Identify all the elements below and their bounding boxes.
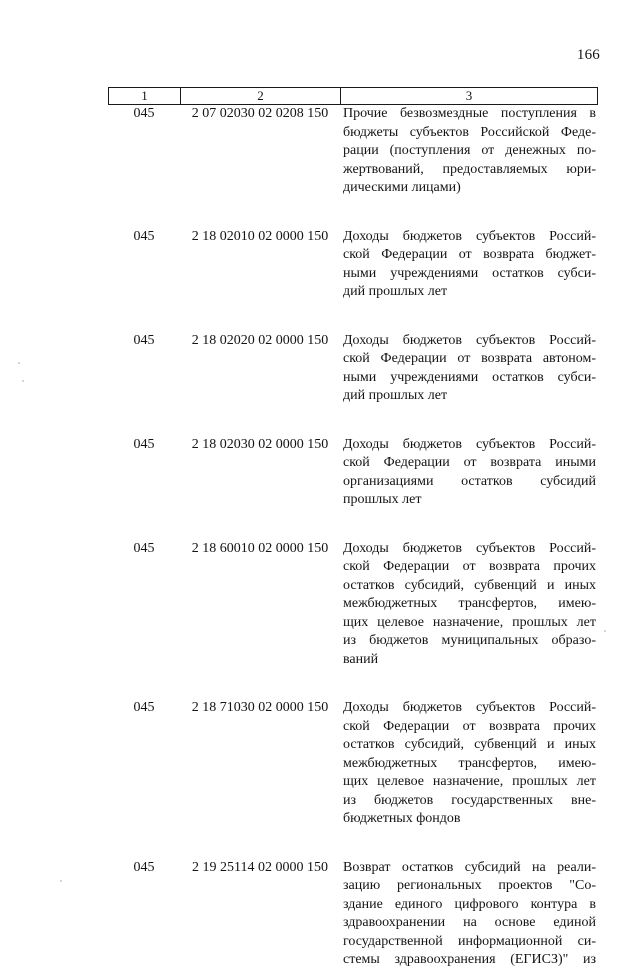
page-number: 166 [576,47,600,63]
admin-code-cell: 045 [133,228,155,244]
table-row [108,105,598,198]
table-row [108,436,598,510]
table-body [108,105,598,970]
description-line: дическими лицами) [343,180,461,195]
budget-code-cell: 2 18 02010 02 0000 150 [191,228,329,244]
description-line: Доходы бюджетов субъектов Россий- [343,332,596,348]
description-line: остатков субсидий, субвенций и иных [343,737,596,752]
description-line: дий прошлых лет [343,388,448,403]
row-gap [108,669,598,699]
description-line: рации (поступления от денежных по- [343,143,596,158]
description-line: ской Федерации от возврата автоном- [343,351,596,366]
description-line: Доходы бюджетов субъектов Россий- [343,700,596,715]
admin-code-cell: 045 [133,859,155,875]
description-line: прошлых лет [343,492,422,507]
description-line: стемы здравоохранения (ЕГИСЗ)" из [343,952,596,967]
description-line: остатков субсидий, субвенций и иных [343,577,596,593]
admin-code-cell: 045 [133,540,155,556]
description-line: из бюджетов муниципальных образо- [343,633,596,648]
row-gap [108,406,598,436]
budget-code-cell: 2 19 25114 02 0000 150 [192,859,328,875]
description-cell [340,540,596,670]
description-line: ской Федерации от возврата прочих [343,559,596,574]
admin-code-cell: 045 [133,700,155,715]
budget-code-cell: 2 18 71030 02 0000 150 [191,700,329,715]
description-line: бюджеты субъектов Российской Феде- [343,124,596,140]
description-cell [340,228,596,302]
row-gap [108,829,598,859]
description-line: жертвований, предоставляемых юри- [343,161,596,177]
budget-code-cell: 2 18 60010 02 0000 150 [191,540,329,556]
description-line: ваний [343,651,379,667]
description-line: организациями остатков субсидий [343,473,596,489]
description-cell [340,859,596,970]
description-line: дий прошлых лет [343,284,448,299]
description-line: государственной информационной си- [343,933,596,949]
column-header-3: 3 [465,88,473,103]
admin-code-cell: 045 [133,106,155,121]
description-line: бюджетных фондов [343,811,461,826]
description-line: межбюджетных трансфертов, имею- [343,596,596,611]
row-gap [108,510,598,540]
budget-code-cell: 2 18 02020 02 0000 150 [191,332,329,348]
description-line: межбюджетных трансфертов, имею- [343,755,596,771]
admin-code-cell: 045 [133,332,155,348]
description-line: Доходы бюджетов субъектов Россий- [343,540,596,556]
description-line: зацию региональных проектов "Со- [343,878,596,893]
row-gap [108,198,598,228]
description-line: здравоохранении на основе единой [343,915,596,930]
description-line: ской Федерации от возврата бюджет- [343,247,596,262]
description-line: ными учреждениями остатков субси- [343,369,596,385]
description-line: Доходы бюджетов субъектов Россий- [343,228,596,244]
description-line: ской Федерации от возврата прочих [343,718,596,734]
budget-code-cell: 2 07 02030 02 0208 150 [191,106,329,121]
description-line: Прочие безвозмездные поступления в [343,106,596,121]
scan-artifact [604,630,606,632]
column-header-2: 2 [181,88,341,104]
description-line: ными учреждениями остатков субси- [343,265,596,281]
scan-artifact [22,380,24,382]
description-line: ской Федерации от возврата иными [343,455,596,470]
description-line: Возврат остатков субсидий на реали- [343,859,596,875]
table-row [108,699,598,829]
scan-artifact [60,880,62,882]
description-line: щих целевое назначение, прошлых лет [343,774,596,789]
scan-artifact [18,362,20,364]
table-header [108,87,598,105]
row-gap [108,302,598,332]
description-cell [340,105,596,198]
description-line: из бюджетов государственных вне- [343,792,596,808]
description-cell [340,436,596,510]
description-cell [340,699,596,829]
description-line: Доходы бюджетов субъектов Россий- [343,436,596,452]
table-row [108,228,598,302]
description-cell [340,332,596,406]
budget-code-cell: 2 18 02030 02 0000 150 [191,436,329,452]
description-line: здание единого цифрового контура в [343,896,596,912]
table-row [108,540,598,670]
admin-code-cell: 045 [133,436,155,452]
description-line: щих целевое назначение, прошлых лет [343,614,596,630]
table-row [108,332,598,406]
table-row [108,859,598,970]
column-header-1: 1 [109,88,181,104]
